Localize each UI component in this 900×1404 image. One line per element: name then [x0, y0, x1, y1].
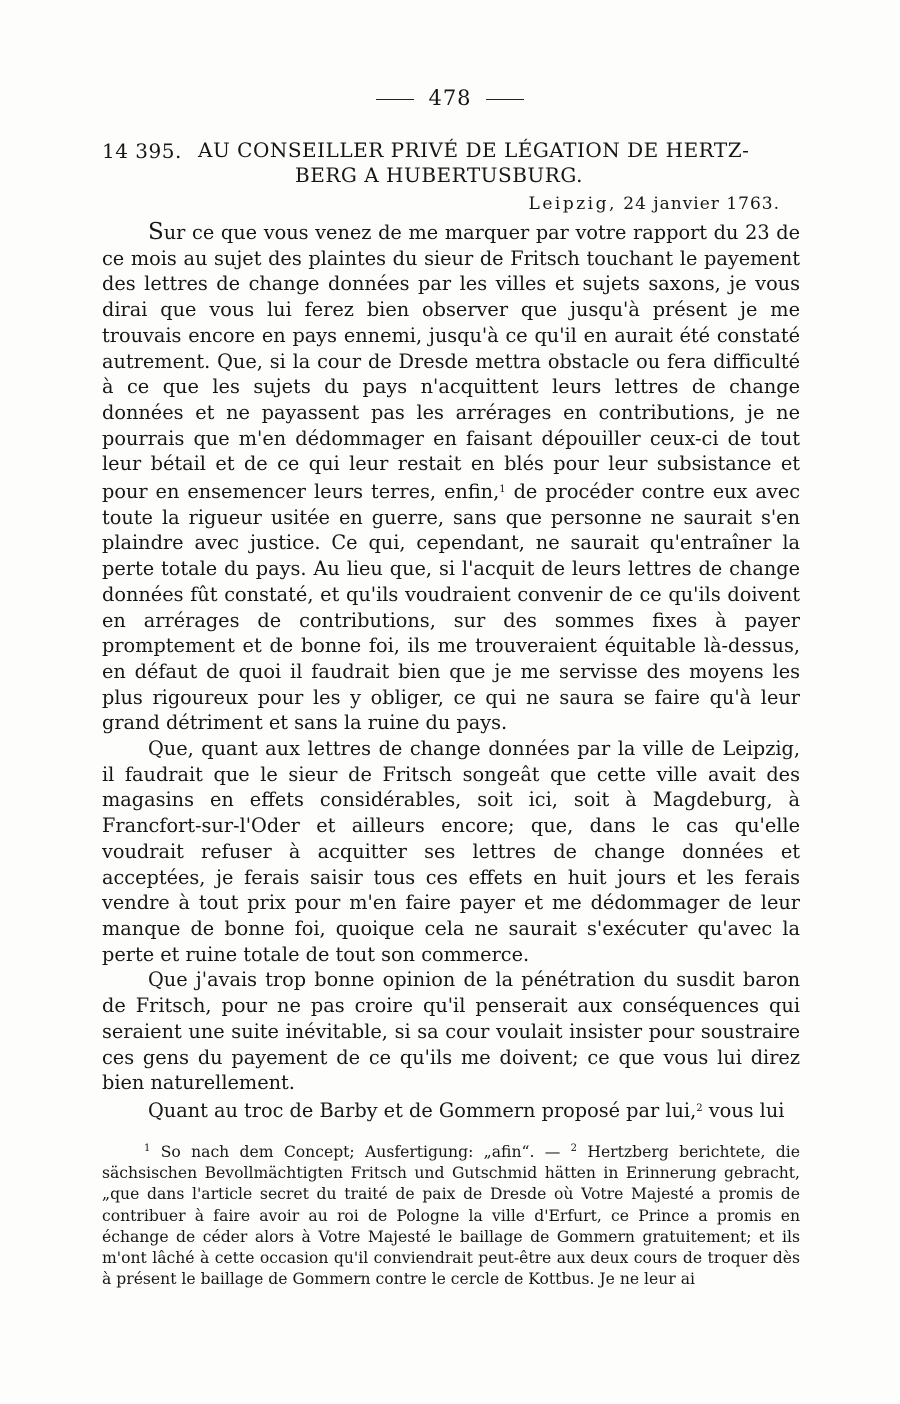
paragraph-4	[102, 1096, 800, 1124]
dateline-place: Leipzig,	[528, 194, 617, 214]
letter-title-line1: AU CONSEILLER PRIVÉ DE LÉGATION DE HERTZ-	[198, 138, 750, 162]
letter-number: 14 395.	[102, 139, 182, 163]
paragraph-1-text-continued: de procéder contre eux avec toute la rigueur usitée en guerre, sans que personne ne saurait s'en plaindre avec justice. Ce qui, cependant, ne saurait qu'entraîner la perte totale du pays. Au lieu que, si l'acquit de leurs lettres de change données fût constaté, et qu'ils voudraient convenir de ce qu'ils doivent en arrérages de contributions, sur des sommes fixes à payer promptement et de bonne foi, ils me trouveraient équitable là-dessus, en défaut de quoi il faudrait bien que je me servisse des moyens les plus rigoureux pour les y obliger, ce qui ne saura se faire qu'à leur grand détriment et sans la ruine du pays.	[102, 480, 800, 735]
paragraph-1	[102, 220, 800, 736]
paragraph-4-text-continued: vous lui	[702, 1098, 785, 1122]
footnote-mark-2: 2	[570, 1143, 578, 1154]
footnote-block	[102, 1138, 800, 1290]
footnotes	[102, 1138, 800, 1290]
paragraph-2: Que, quant aux lettres de change données par la ville de Leipzig, il faudrait que le sieur de Fritsch songeât que cette ville avait des magasins en effets considérables, soit ici, soit à Magdeburg, à Francfort-sur-l'Oder et ailleurs encore; que, dans le cas qu'elle voudrait refuser à acquitter ses lettres de change données et acceptées, je ferais saisir tous ces effets en huit jours et les ferais vendre à tout prix pour m'en faire payer et me dédommager de leur manque de bonne foi, quoique cela ne saurait s'exécuter qu'avec la perte et ruine totale de tout son commerce.	[102, 737, 800, 966]
footnote-ref-2[interactable]: 2	[696, 1102, 703, 1114]
initial-letter: S	[148, 219, 164, 245]
right-dash	[486, 99, 524, 100]
footnote-1: So nach dem Concept; Ausfertigung: „afin“. —	[150, 1143, 571, 1161]
left-dash	[376, 99, 414, 100]
dateline-date: 24 janvier 1763.	[623, 194, 780, 214]
letter-title-line2: BERG A HUBERTUSBURG.	[295, 163, 583, 187]
paragraph-4-text: Quant au troc de Barby et de Gommern proposé par lui,	[148, 1098, 697, 1122]
dateline	[529, 194, 780, 214]
footnote-ref-1[interactable]: 1	[499, 484, 506, 496]
letter-heading	[102, 138, 800, 188]
footnote-2: Hertzberg berichtete, die sächsischen Bevollmächtigten Fritsch und Gutschmid hätten in Erinnerung gebracht, „que dans l'article secret du traité de paix de Dresde où Votre Majesté a promis de contribuer à faire avoir au roi de Pologne la ville d'Erfurt, ce Prince a promis en échange de céder alors à Votre Majesté le baillage de Gommern gratuitement; et ils m'ont lâché à cette occasion qu'il conviendrait peut-être aux deux cours de troquer dès à présent le baillage de Gommern contre le cercle de Kottbus. Je ne leur ai	[102, 1143, 800, 1289]
paragraph-1-text: ur ce que vous venez de me marquer par votre rapport du 23 de ce mois au sujet des plaintes du sieur de Fritsch touchant le payement des lettres de change données par les villes et sujets saxons, je vous dirai que vous lui ferez bien observer que jusqu'à présent je me trouvais encore en pays ennemi, jusqu'à ce qu'il en aurait été constaté autrement. Que, si la cour de Dresde mettra obstacle ou fera difficulté à ce que les sujets du pays n'acquittent leurs lettres de change données et ne payassent pas les arrérages en contributions, je ne pourrais que m'en dédommager en faisant dépouiller ceux-ci de tout leur bétail et de ce qui leur restait en blés pour leur subsistance et pour en ensemencer leurs terres, enfin,	[102, 221, 800, 504]
paragraph-3: Que j'avais trop bonne opinion de la pénétration du susdit baron de Fritsch, pour ne pas croire qu'il penserait aux conséquences qui seraient une suite inévitable, si sa cour voulait insister pour soustraire ces gens du payement de ce qu'ils me doivent; ce que vous lui direz bien naturellement.	[102, 968, 800, 1095]
page-number-text: 478	[428, 86, 472, 110]
footnote-mark-1: 1	[144, 1143, 151, 1154]
page-number	[0, 86, 900, 110]
letter-body	[102, 220, 800, 1124]
